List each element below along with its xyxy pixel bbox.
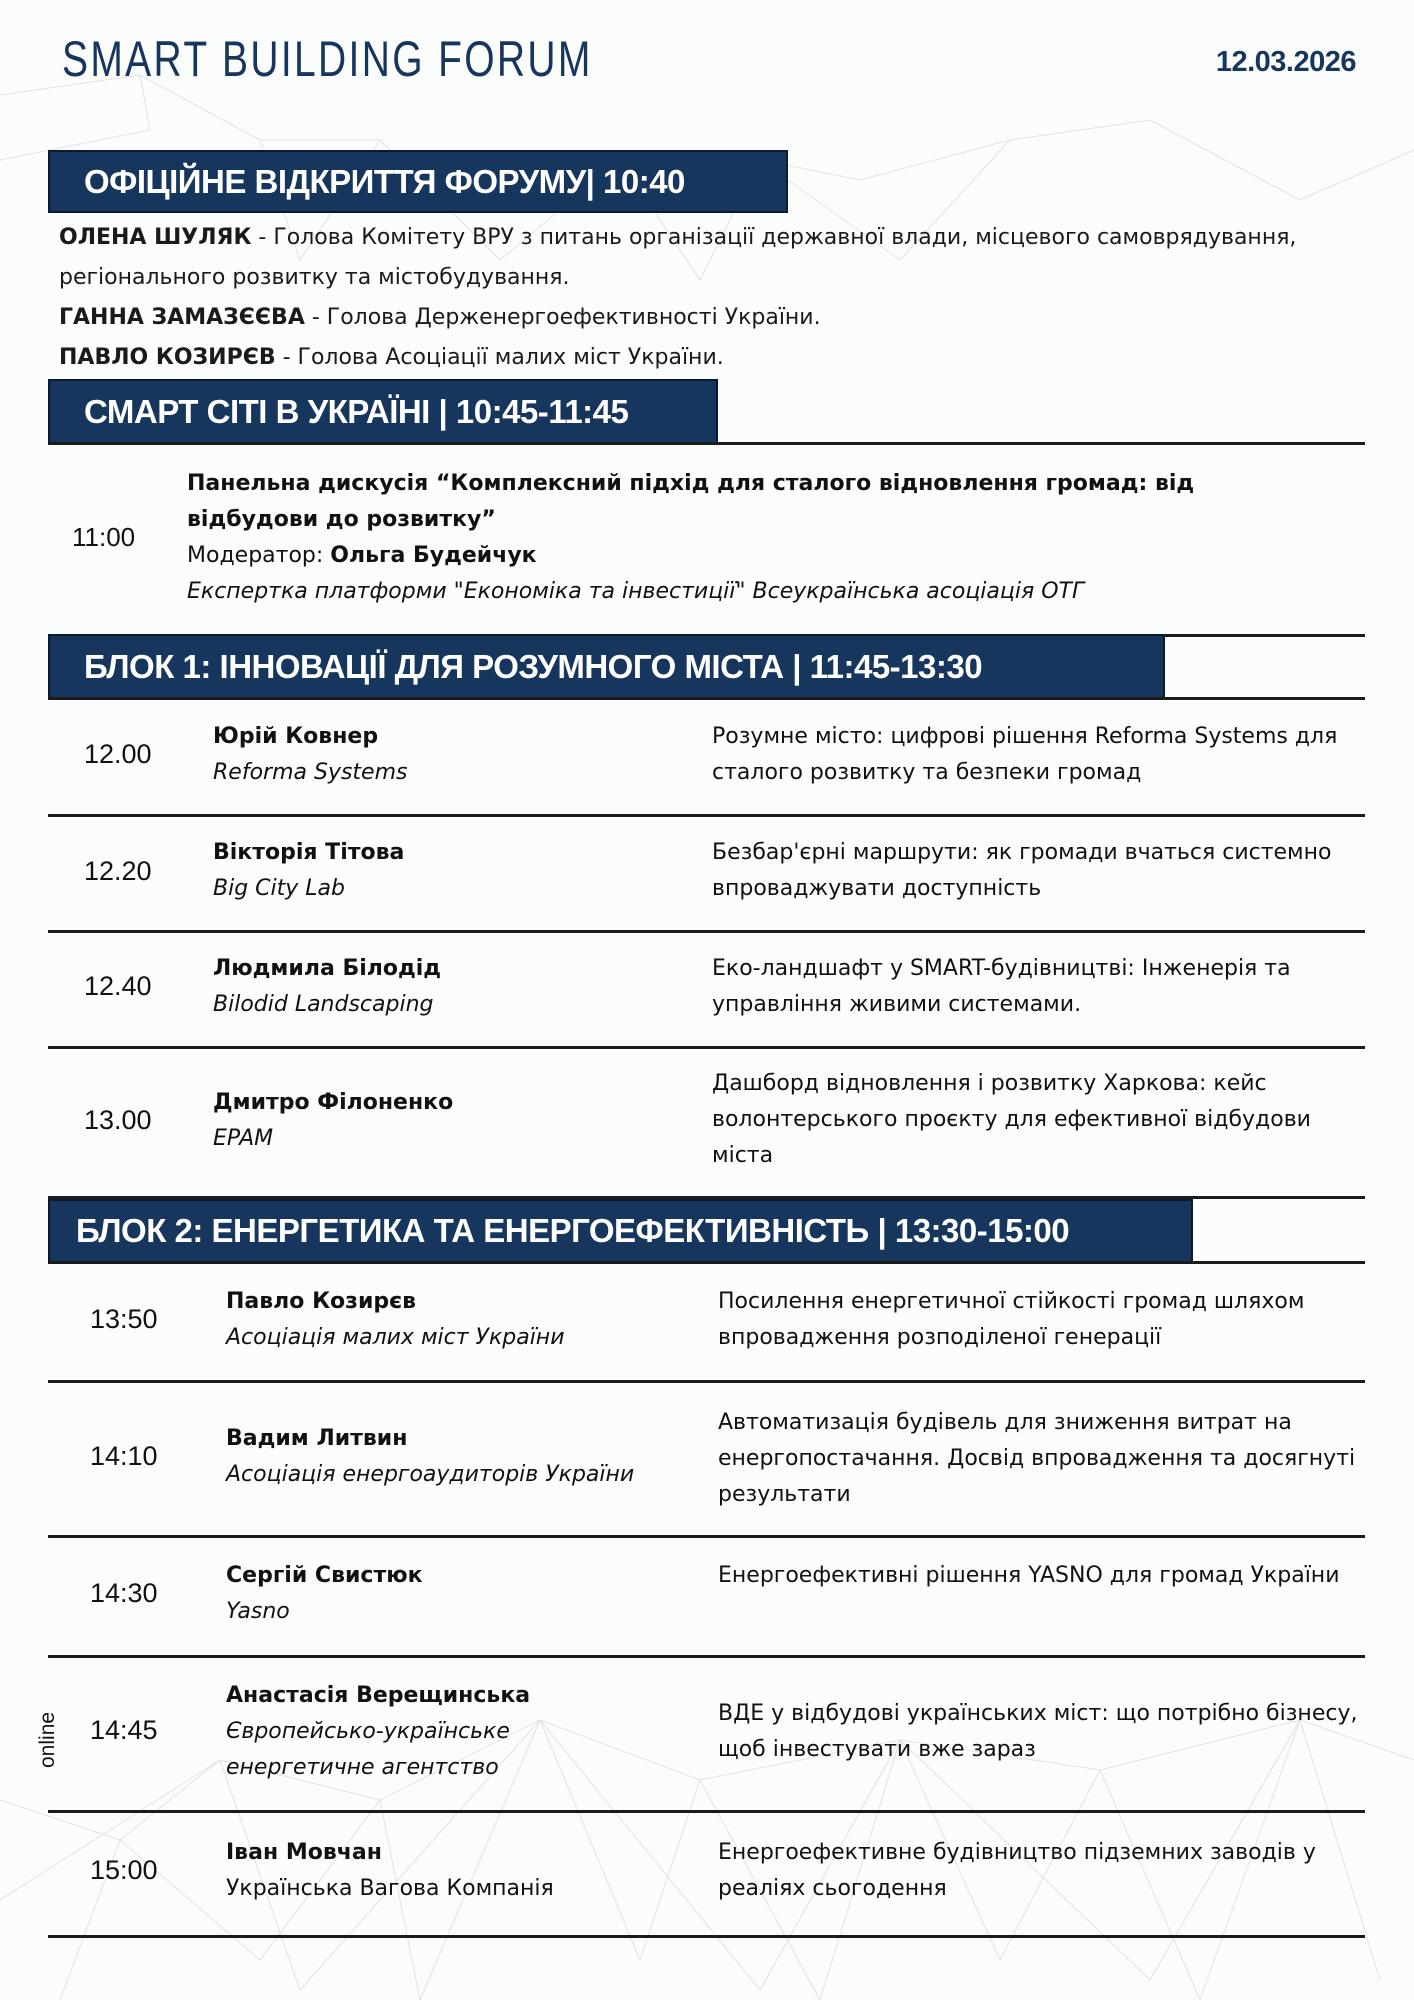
- speaker-organization: Європейсько-українське енергетичне агентство: [226, 1719, 510, 1780]
- row-speaker: [213, 835, 404, 907]
- speaker-organization: Асоціація енергоаудиторів України: [226, 1462, 635, 1487]
- speaker-role: - Голова Держенергоефективності України.: [304, 305, 821, 330]
- schedule-row: [48, 1538, 1365, 1658]
- speaker-name: ОЛЕНА ШУЛЯК: [59, 225, 252, 250]
- speaker-organization: Yasno: [226, 1599, 290, 1624]
- schedule-row: [48, 1658, 1365, 1813]
- row-speaker: [226, 1558, 423, 1630]
- speaker-name: Людмила Білодід: [213, 956, 442, 981]
- speaker-name: ГАННА ЗАМАЗЄЄВА: [59, 305, 305, 330]
- section-divider: [48, 442, 1365, 445]
- online-badge: online: [36, 1711, 59, 1768]
- row-time: 12.40: [84, 971, 152, 1001]
- talk-topic: Еко-ландшафт у SMART-будівництві: Інженерія та управління живими системами.: [712, 956, 1291, 1017]
- section-title: ОФІЦІЙНЕ ВІДКРИТТЯ ФОРУМУ| 10:40: [84, 162, 685, 200]
- speaker-organization: Асоціація малих міст України: [226, 1325, 565, 1350]
- talk-topic: Автоматизація будівель для зниження витрат на енергопостачання. Досвід впровадження та досягнуті результати: [718, 1410, 1356, 1507]
- panel-content: [187, 466, 1327, 610]
- row-time: 13:50: [90, 1304, 158, 1334]
- row-time: 14:45: [90, 1715, 158, 1745]
- talk-topic: Енергоефективне будівництво підземних заводів у реаліях сьогодення: [718, 1840, 1316, 1901]
- row-time: 12.20: [84, 856, 152, 886]
- row-speaker: [226, 1284, 565, 1356]
- talk-topic: Енергоефективні рішення YASNO для громад України: [718, 1563, 1340, 1588]
- schedule-row: [48, 1049, 1365, 1199]
- row-speaker: [213, 1085, 453, 1157]
- forum-date: 12.03.2026: [1215, 46, 1356, 78]
- speaker-organization: Bilodid Landscaping: [213, 992, 434, 1017]
- panel-moderator: [187, 538, 1327, 574]
- speaker-organization: Reforma Systems: [213, 760, 408, 785]
- row-speaker: [226, 1421, 634, 1493]
- opening-speakers: [59, 218, 1359, 378]
- row-speaker: [226, 1678, 530, 1786]
- row-time: 12.00: [84, 739, 152, 769]
- schedule-row: [48, 700, 1365, 817]
- row-divider: [48, 1935, 1365, 1938]
- schedule-row: [48, 1264, 1365, 1383]
- section-title: БЛОК 1: ІННОВАЦІЇ ДЛЯ РОЗУМНОГО МІСТА | 11:45-13:30: [84, 647, 983, 685]
- speaker-name: Вадим Литвин: [226, 1426, 408, 1451]
- moderator-affiliation: Експертка платформи "Економіка та інвестиції" Всеукраїнська асоціація ОТГ: [187, 579, 1085, 604]
- row-speaker: [213, 951, 441, 1023]
- opening-speaker: [59, 338, 1359, 378]
- speaker-organization: Українська Вагова Компанія: [226, 1876, 554, 1901]
- speaker-name: Вікторія Тітова: [213, 840, 405, 865]
- speaker-organization: Big City Lab: [213, 876, 345, 901]
- talk-topic: ВДЕ у відбудові українських міст: що потрібно бізнесу, щоб інвестувати вже зараз: [718, 1701, 1358, 1762]
- speaker-name: Сергій Свистюк: [226, 1563, 423, 1588]
- speaker-name: Іван Мовчан: [226, 1840, 382, 1865]
- opening-speaker: [59, 218, 1359, 298]
- panel-time: 11:00: [72, 522, 136, 552]
- schedule-row: [48, 1813, 1365, 1938]
- row-time: 14:10: [90, 1441, 158, 1471]
- section-header-opening: [48, 150, 788, 213]
- talk-topic: Посилення енергетичної стійкості громад шляхом впровадження розподіленої генерації: [718, 1289, 1305, 1350]
- schedule-row: [48, 817, 1365, 933]
- row-time: 13.00: [84, 1105, 152, 1135]
- speaker-name: Павло Козирєв: [226, 1289, 417, 1314]
- section-title: БЛОК 2: ЕНЕРГЕТИКА ТА ЕНЕРГОЕФЕКТИВНІСТЬ | 13:30-15:00: [76, 1212, 1070, 1249]
- schedule-row: [48, 1383, 1365, 1538]
- talk-topic: Дашборд відновлення і розвитку Харкова: кейс волонтерського проєкту для ефективної відбудови міста: [712, 1071, 1311, 1168]
- speaker-organization: EPAM: [213, 1126, 274, 1151]
- talk-topic: Розумне місто: цифрові рішення Reforma Systems для сталого розвитку та безпеки громад: [712, 724, 1338, 785]
- moderator-name: Ольга Будейчук: [330, 543, 537, 568]
- talk-topic: Безбар'єрні маршрути: як громади вчаться системно впроваджувати доступність: [712, 840, 1332, 901]
- schedule-row: [48, 933, 1365, 1049]
- section-header-block2: [48, 1199, 1193, 1263]
- section-header-block1: [48, 634, 1165, 699]
- speaker-role: - Голова Комітету ВРУ з питань організації державної влади, місцевого самоврядування, регіонального розвитку та містобудування.: [59, 225, 1297, 290]
- row-time: 15:00: [90, 1855, 158, 1885]
- speaker-name: ПАВЛО КОЗИРЄВ: [59, 345, 276, 370]
- forum-title: SMART BUILDING FORUM: [62, 31, 593, 87]
- row-time: 14:30: [90, 1578, 158, 1608]
- row-speaker: [226, 1835, 554, 1907]
- speaker-name: Анастасія Верещинська: [226, 1683, 531, 1708]
- row-speaker: [213, 719, 407, 791]
- speaker-role: - Голова Асоціації малих міст України.: [275, 345, 724, 370]
- section-header-smart-city: [48, 379, 718, 444]
- speaker-name: Юрій Ковнер: [213, 724, 379, 749]
- speaker-name: Дмитро Філоненко: [213, 1090, 454, 1115]
- opening-speaker: [59, 298, 1359, 338]
- panel-title: Панельна дискусія “Комплексний підхід для сталого відновлення громад: від відбудови до розвитку”: [187, 471, 1195, 532]
- section-title: СМАРТ СІТІ В УКРАЇНІ | 10:45-11:45: [84, 392, 629, 430]
- moderator-label: Модератор:: [187, 543, 331, 568]
